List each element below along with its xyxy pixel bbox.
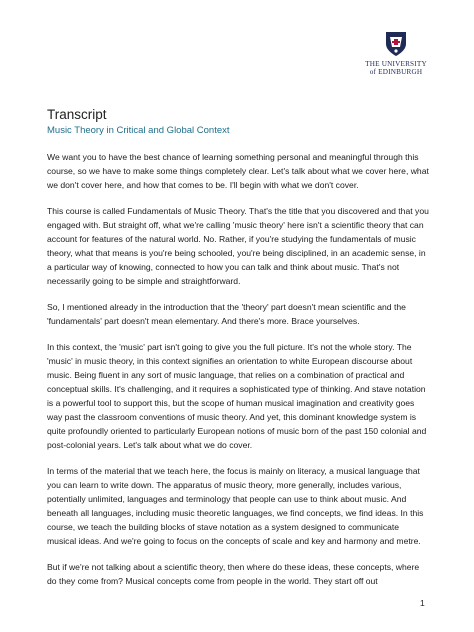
university-logo (356, 30, 436, 76)
document-subtitle: Music Theory in Critical and Global Context (47, 125, 230, 136)
document-title: Transcript (47, 107, 107, 122)
page-number: 1 (420, 598, 425, 608)
paragraph: So, I mentioned already in the introduction that the 'theory' part doesn't mean scientific and the 'fundamentals' part doesn't mean elementary. And there's more. Brace yourselves. (47, 302, 406, 326)
paragraph: In terms of the material that we teach here, the focus is mainly on literacy, a musical language that you can learn to write down. The apparatus of music theory, more generally, includes various, potentially unlimited, languages and terminology that people can use to think about music. And beneath all languages, including music theoretic languages, we find concepts, we find ideas. In this course, we teach the building blocks of stave notation as a system designed to communicate musical ideas. And we're going to focus on the concepts of scale and key and harmony and metre. (47, 466, 424, 546)
paragraph: In this context, the 'music' part isn't going to give you the full picture. It's not the whole story. The 'music' in music theory, in this context signifies an orientation to white European discourse about music. Being fluent in any sort of music language, that relies on a combination of practical and conceptual skills. It's challenging, and it requires a sophisticated type of thinking. And stave notation is a powerful tool to support this, but the scope of human musical imagination and creativity goes way past the classroom conventions of music theory. And yet, this dominant knowledge system is quite profoundly oriented to particularly European notions of music born of the past 150 colonial and post-colonial years. Let's talk about what we do cover. (47, 342, 427, 450)
transcript-body (47, 150, 429, 600)
paragraph: This course is called Fundamentals of Music Theory. That's the title that you discovered and that you engaged with. But straight off, what we're calling 'music theory' here isn't a scientific theory that can account for features of the natural world. No. Rather, if you're studying the fundamentals of music theory, what that means is you're being schooled, you're being disciplined, in an academic sense, in a particular way of knowing, connected to how you can talk and think about music. That's not necessarily going to be simple and straightforward. (47, 206, 429, 286)
university-crest-icon (384, 30, 408, 58)
university-name-line2: of EDINBURGH (369, 68, 423, 76)
paragraph: But if we're not talking about a scientific theory, then where do these ideas, these concepts, where do they come from? Musical concepts come from people in the world. They start off out (47, 562, 420, 586)
paragraph: We want you to have the best chance of learning something personal and meaningful through this course, so we have to make some things completely clear. Let's talk about what we cover here, what we don't cover here, and how that comes to be. I'll begin with what we don't cover. (47, 152, 429, 190)
university-name-line1: THE UNIVERSITY (365, 60, 427, 68)
